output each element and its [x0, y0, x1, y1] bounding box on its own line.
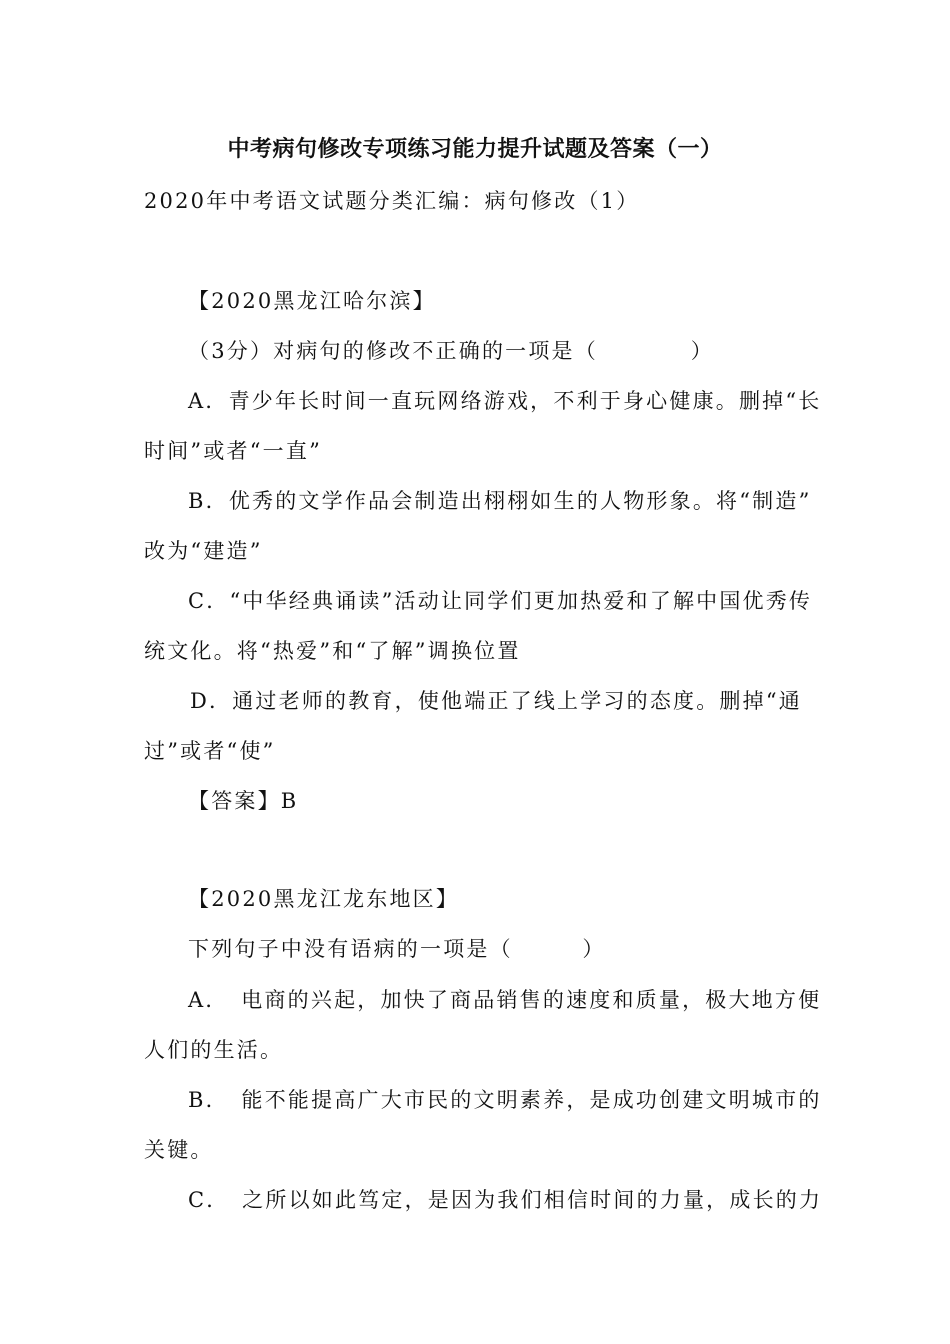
document-subtitle: 2020年中考语文试题分类汇编：病句修改（1） [144, 189, 640, 213]
document-title: 中考病句修改专项练习能力提升试题及答案（一） [227, 137, 723, 162]
option-a-line-2: 人们的生活。 [144, 1038, 284, 1062]
option-c-line-1: C． 之所以如此笃定，是因为我们相信时间的力量，成长的力 [188, 1188, 823, 1212]
question-text: 下列句子中没有语病的一项是（ ） [188, 937, 606, 961]
option-a-line-1: A． 电商的兴起，加快了商品销售的速度和质量，极大地方便 [188, 988, 822, 1012]
question-text: （3分）对病句的修改不正确的一项是（ ） [188, 339, 714, 363]
option-a-line-1: A．青少年长时间一直玩网络游戏，不利于身心健康。删掉“长 [188, 389, 822, 413]
answer-text: 【答案】B [188, 789, 299, 813]
option-d-line-1: D．通过老师的教育，使他端正了线上学习的态度。删掉“通 [190, 689, 802, 713]
option-a-line-2: 时间”或者“一直” [144, 439, 323, 463]
section-source: 【2020黑龙江哈尔滨】 [188, 289, 436, 313]
option-b-line-1: B． 能不能提高广大市民的文明素养，是成功创建文明城市的 [188, 1088, 822, 1112]
option-b-line-2: 关键。 [144, 1138, 214, 1162]
option-b-line-2: 改为“建造” [144, 539, 263, 563]
option-d-line-2: 过”或者“使” [144, 739, 276, 763]
section-source: 【2020黑龙江龙东地区】 [188, 887, 460, 911]
option-c-line-1: C．“中华经典诵读”活动让同学们更加热爱和了解中国优秀传 [188, 589, 813, 613]
option-c-line-2: 统文化。将“热爱”和“了解”调换位置 [144, 639, 521, 663]
option-b-line-1: B．优秀的文学作品会制造出栩栩如生的人物形象。将“制造” [188, 489, 812, 513]
